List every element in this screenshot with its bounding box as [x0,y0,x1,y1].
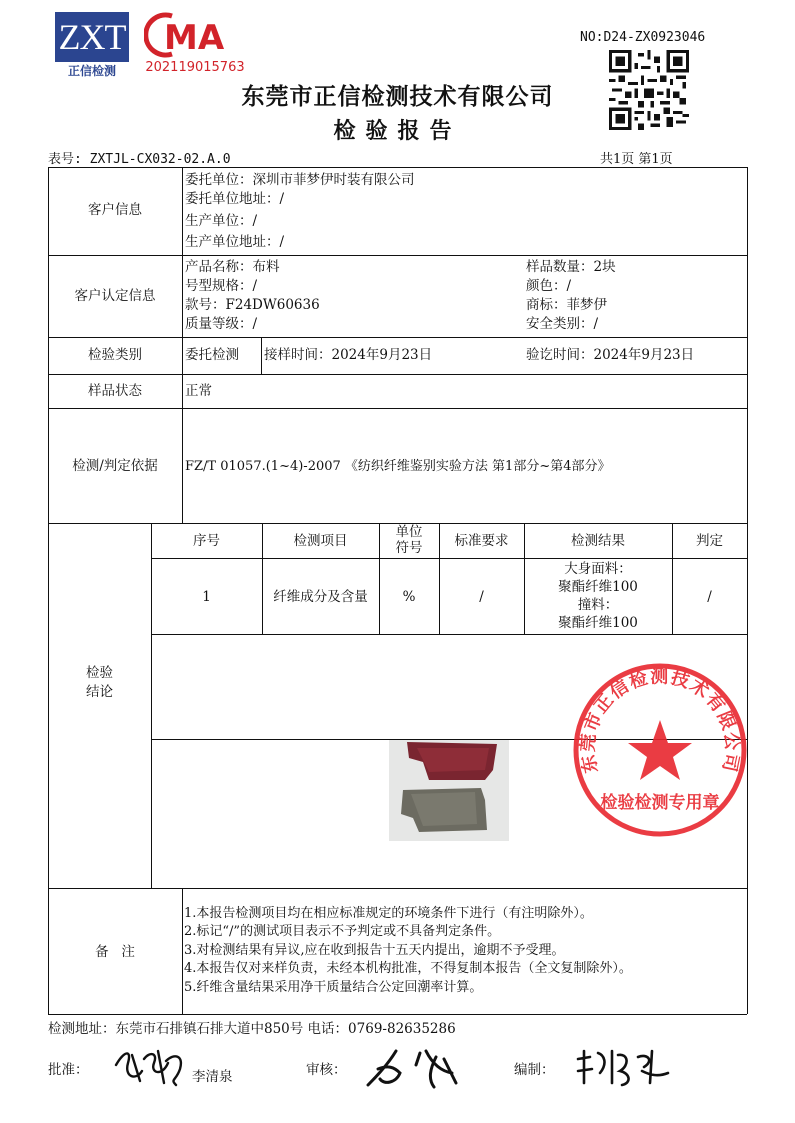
remark-3: 3.对检测结果有异议,应在收到报告十五天内提出，逾期不予受理。 [184,943,565,958]
col-header-item: 检测项目 [293,533,348,549]
sample-state-value: 正常 [185,383,212,399]
product-name: 产品名称：布料 [185,259,280,275]
manufacturer: 生产单位：/ [185,213,258,229]
col-header-seq: 序号 [193,533,220,549]
stamp-center-text: 检验检测专用章 [600,793,720,813]
review-label: 审核： [306,1062,347,1078]
remark-5: 5.纤维含量结果采用净干质量结合公定回潮率计算。 [184,980,483,995]
sample-state-label: 样品状态 [88,383,142,399]
page-count: 共1页 第1页 [600,152,673,167]
preparer-signature [572,1043,682,1093]
conclusion-label-line1: 检验 [86,665,113,681]
row-requirement: / [479,589,484,605]
cma-number: 202119015763 [145,60,245,75]
color: 颜色：/ [526,278,572,294]
conclusion-label-line2: 结论 [86,684,113,700]
remark-4: 4.本报告仅对来样负责，未经本机构批准，不得复制本报告（全文复制除外）。 [184,961,632,976]
col-header-requirement: 标准要求 [454,533,509,549]
style-number: 款号：F24DW60636 [185,297,320,313]
row-result-4: 聚酯纤维100 [558,615,638,631]
client-address: 委托单位地址：/ [185,191,285,207]
reviewer-signature [360,1043,470,1093]
quality-grade: 质量等级：/ [185,316,258,332]
remarks-label: 备 注 [95,944,135,960]
sample-quantity: 样品数量：2块 [526,259,616,275]
form-number: 表号: ZXTJL-CX032-02.A.0 [48,152,231,167]
row-result-1: 大身面料： [564,561,632,577]
row-item: 纤维成分及含量 [273,589,368,605]
col-header-result: 检测结果 [571,533,625,549]
company-name: 东莞市正信检测技术有限公司 [241,83,554,110]
completed-date: 验讫时间：2024年9月23日 [526,347,695,363]
col-header-judgement: 判定 [696,533,723,549]
row-result-2: 聚酯纤维100 [558,579,638,595]
approver-signature [110,1041,190,1091]
cma-logo-text: MA [164,18,225,58]
stamp-ring-text: 东莞市正信检测技术有限公司 [577,666,743,775]
zxt-logo-subtitle: 正信检测 [67,64,116,78]
signature-area [48,1055,747,1095]
inspection-type-value: 委托检测 [185,347,239,363]
client-name: 委托单位：深圳市菲梦伊时装有限公司 [185,172,415,188]
official-stamp [572,662,748,838]
cma-logo [144,12,240,58]
col-header-unit-2: 符号 [395,540,423,556]
sample-photo [389,740,509,841]
approver-name: 李清泉 [192,1069,233,1085]
row-judgement: / [707,589,712,605]
trademark: 商标：菲梦伊 [526,297,607,313]
basis-value: FZ/T 01057.(1~4)-2007 《纺织纤维鉴别实验方法 第1部分~第4部分》 [185,459,611,474]
report-table [48,167,747,1014]
report-number: NO:D24-ZX0923046 [580,30,706,45]
inspection-type-label: 检验类别 [88,347,142,363]
safety-category: 安全类别：/ [526,316,599,332]
row-result-3: 撞料： [577,597,619,613]
approve-label: 批准： [48,1062,89,1078]
row-seq: 1 [202,589,211,605]
remark-2: 2.标记“/”的测试项目表示不予判定或不具备判定条件。 [184,924,501,939]
manufacturer-address: 生产单位地址：/ [185,234,285,250]
received-date: 接样时间：2024年9月23日 [264,347,433,363]
size-spec: 号型规格：/ [185,278,258,294]
report-title: 检验报告 [333,118,462,144]
footer-address: 检测地址：东莞市石排镇石排大道中850号 电话：0769-82635286 [48,1021,456,1037]
prepare-label: 编制： [514,1062,555,1078]
col-header-unit-1: 单位 [395,524,423,540]
basis-label: 检测/判定依据 [72,458,158,474]
remark-1: 1.本报告检测项目均在相应标准规定的环境条件下进行（有注明除外）。 [184,906,593,921]
zxt-logo: ZXT [55,12,129,62]
client-confirmed-label: 客户认定信息 [74,288,156,304]
client-info-label: 客户信息 [88,202,142,218]
row-unit: % [402,589,416,605]
stamp-star-icon [628,720,692,780]
